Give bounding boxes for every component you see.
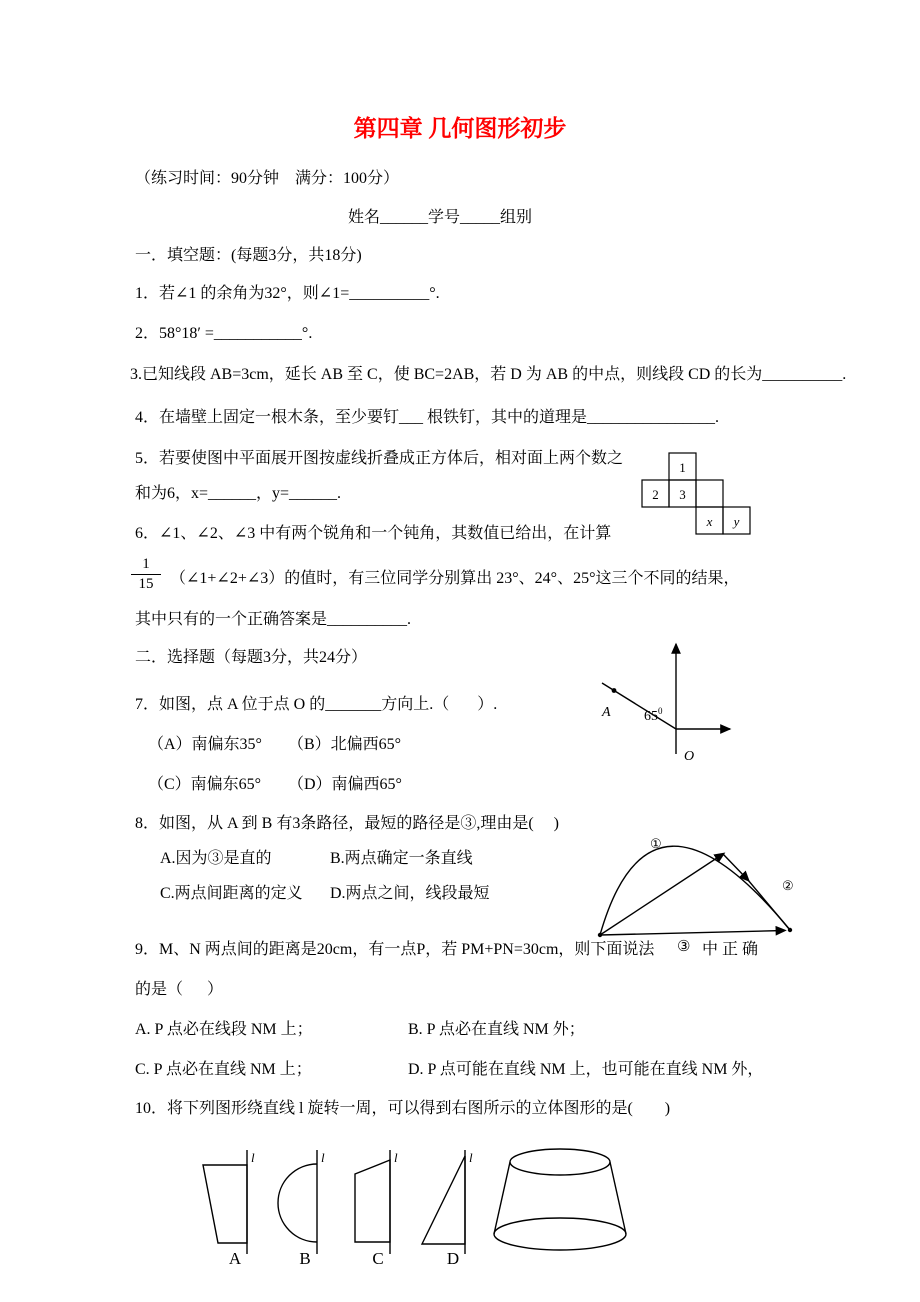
question-5-line2: 和为6，x=______，y=______. [135,485,342,502]
compass-figure [596,636,742,768]
question-8-option-d: D.两点之间，线段最短 [330,885,490,902]
question-8-option-c: C.两点间距离的定义 [160,885,303,902]
question-9-line1b: 中 正 确 [702,941,759,958]
question-9-option-b: B. P 点必在直线 NM 外； [408,1021,585,1038]
exam-meta: （练习时间：90分钟 满分：100分） [135,170,400,187]
question-2: 2．58°18′ =___________°. [135,325,313,342]
figure-letter-d: D [446,1249,460,1268]
axis-l-label: l [251,1150,255,1165]
question-6-line3: 其中只有的一个正确答案是__________. [135,611,412,628]
question-8: 8．如图，从 A 到 B 有3条路径，最短的路径是③,理由是( ) [135,815,560,832]
question-4: 4．在墙壁上固定一根木条，至少要钉___ 根铁钉，其中的道理是________________. [135,409,720,426]
question-7-option-d: （D）南偏西65° [288,776,402,793]
question-9-line1: 9．M、N 两点间的距离是20cm，有一点P，若 PM+PN=30cm，则下面说法 [135,941,655,958]
paths-figure [588,818,803,943]
section-1-heading: 一．填空题：(每题3分，共18分) [135,247,362,264]
question-7-option-c: （C）南偏东65° [148,776,262,793]
figure-letter-a: A [228,1249,242,1268]
path-1-label: ① [650,836,662,851]
question-7-option-b: （B）北偏西65° [288,736,402,753]
name-line: 姓名______学号_____组别 [347,209,532,226]
question-7-option-a: （A）南偏东35° [148,736,262,753]
question-7: 7．如图，点 A 位于点 O 的_______方向上.（ ）. [135,696,498,713]
net-label-2: 2 [652,487,659,502]
question-3: 3.已知线段 AB=3cm，延长 AB 至 C，使 BC=2AB，若 D 为 AB 的中点，则线段 CD 的长为__________. [130,366,847,383]
question-9-option-d: D. P 点可能在直线 NM 上，也可能在直线 NM 外， [408,1061,764,1078]
fraction-denominator: 15 [138,576,154,593]
compass-angle-sup: 0 [658,706,663,716]
question-8-option-b: B.两点确定一条直线 [330,850,473,867]
question-6-fraction [131,556,161,594]
section-2-heading: 二．选择题（每题3分，共24分） [135,649,368,666]
page-title: 第四章 几何图形初步 [353,116,567,141]
compass-origin-label: O [684,749,695,764]
path-3-label: ③ [677,939,691,955]
compass-angle-label [644,706,663,724]
net-label-y: y [733,514,740,529]
question-1: 1．若∠1 的余角为32°，则∠1=__________°. [135,285,440,302]
solid-frustum-figure [488,1142,638,1257]
axis-l-label: l [469,1150,473,1165]
question-9-option-a: A. P 点必在线段 NM 上； [135,1021,313,1038]
axis-l-label: l [321,1150,325,1165]
rotation-figure-b [270,1146,340,1258]
question-6-line1: 6．∠1、∠2、∠3 中有两个锐角和一个钝角，其数值已给出，在计算 [135,525,612,542]
compass-point-a-label: A [602,705,611,720]
question-10: 10．将下列图形绕直线 l 旋转一周，可以得到右图所示的立体图形的是( ) [135,1100,671,1117]
net-label-x: x [706,514,713,529]
question-9-line2: 的是（ ） [135,981,224,998]
question-6-line2: （∠1+∠2+∠3）的值时，有三位同学分别算出 23°、24°、25°这三个不同的结果， [170,570,740,587]
net-label-1: 1 [679,460,686,475]
net-label-3: 3 [679,487,686,502]
fraction-numerator: 1 [131,556,161,575]
question-8-option-a: A.因为③是直的 [160,850,272,867]
rotation-figure-d [418,1146,488,1258]
question-9-option-c: C. P 点必在直线 NM 上； [135,1061,312,1078]
axis-l-label: l [394,1150,398,1165]
compass-angle-value: 65 [644,709,658,724]
rotation-figure-a [200,1146,270,1258]
figure-letter-c: C [372,1249,384,1268]
cube-net-figure [641,452,753,538]
figure-letter-b: B [299,1249,311,1268]
question-5-line1: 5．若要使图中平面展开图按虚线折叠成正方体后，相对面上两个数之 [135,450,624,467]
rotation-figure-c [343,1146,413,1258]
path-2-label: ② [782,878,794,893]
